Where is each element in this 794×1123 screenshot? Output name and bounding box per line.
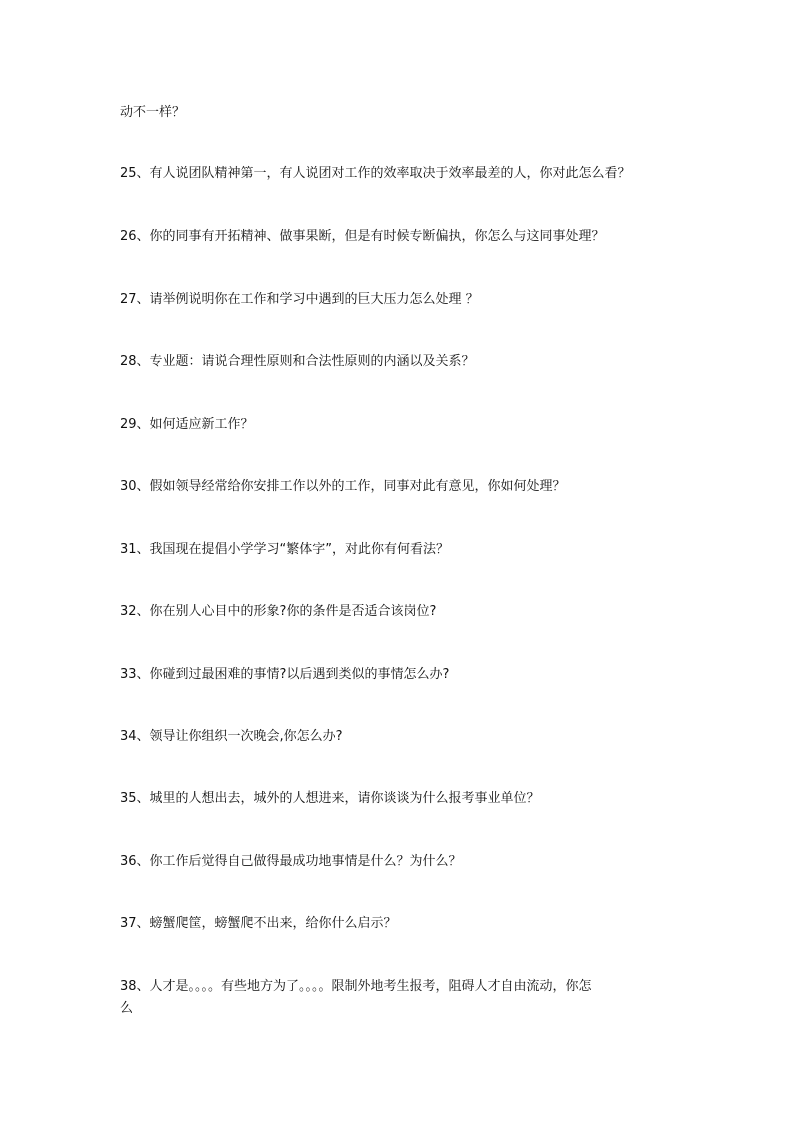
question-29: 29、如何适应新工作？ [120, 417, 254, 432]
question-33: 33、你碰到过最困难的事情?以后遇到类似的事情怎么办? [120, 667, 450, 682]
question-38: 38、人才是。。。。有些地方为了。。。。限制外地考生报考，阻碍人才自由流动，你怎 [120, 979, 592, 994]
question-30: 30、假如领导经常给你安排工作以外的工作，同事对此有意见，你如何处理？ [120, 479, 566, 494]
question-26: 26、你的同事有开拓精神、做事果断，但是有时候专断偏执，你怎么与这同事处理？ [120, 229, 605, 244]
question-35: 35、城里的人想出去，城外的人想进来，请你谈谈为什么报考事业单位？ [120, 791, 540, 806]
question-27: 27、请举例说明你在工作和学习中遇到的巨大压力怎么处理 ？ [120, 292, 479, 307]
question-31: 31、我国现在提倡小学学习“繁体字”，对此你有何看法？ [120, 542, 450, 557]
continuation-text: 动不一样？ [120, 105, 186, 120]
question-37: 37、螃蟹爬筐，螃蟹爬不出来，给你什么启示？ [120, 916, 397, 931]
question-34: 34、领导让你组织一次晚会,你怎么办? [120, 729, 343, 744]
question-28: 28、专业题：请说合理性原则和合法性原则的内涵以及关系？ [120, 354, 475, 369]
question-36: 36、你工作后觉得自己做得最成功地事情是什么？为什么？ [120, 854, 462, 869]
question-25: 25、有人说团队精神第一，有人说团对工作的效率取决于效率最差的人，你对此怎么看？ [120, 166, 631, 181]
question-38-wrap: 么 [120, 1001, 134, 1016]
question-32: 32、你在别人心目中的形象?你的条件是否适合该岗位? [120, 604, 437, 619]
